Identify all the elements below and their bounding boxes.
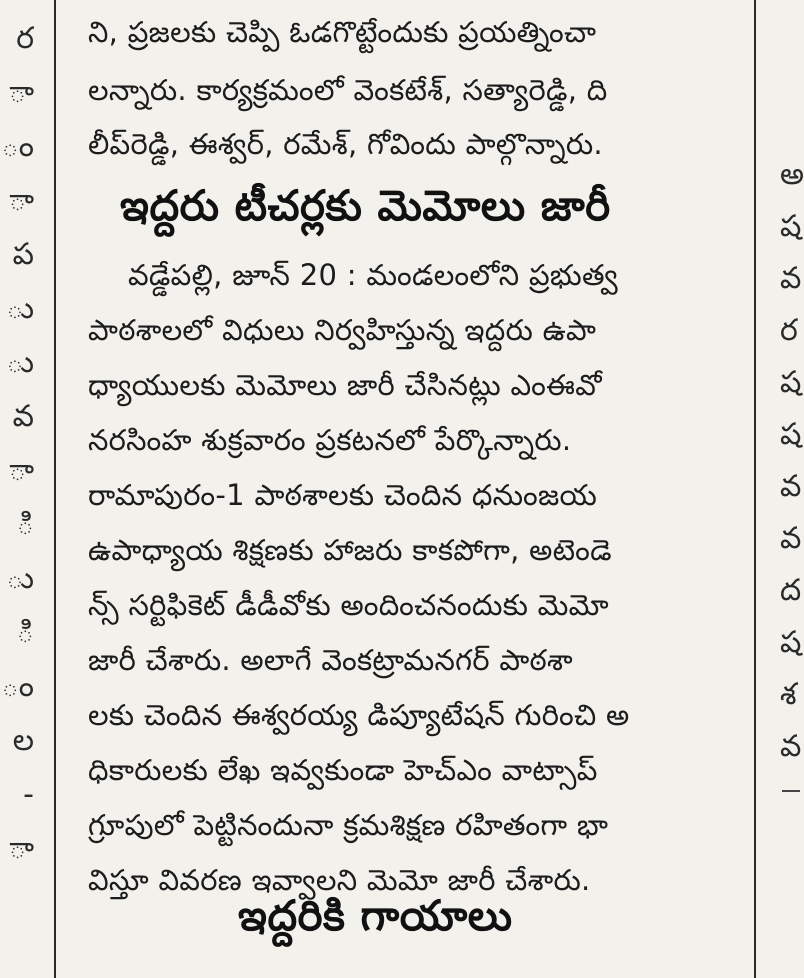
- column-fragment: ం: [1, 129, 34, 164]
- column-fragment: ర: [16, 21, 34, 56]
- article-body-line: గ్రూపులో పెట్టినందునా క్రమశిక్షణ రహితంగా భా: [88, 808, 609, 842]
- article-headline: ఇద్దరికి గాయాలు: [238, 891, 513, 940]
- column-fragment: ం: [1, 669, 34, 704]
- column-fragment: ద: [780, 573, 802, 608]
- article-headline: ఇద్దరు టీచర్లకు మెమోలు జారీ: [120, 181, 611, 230]
- column-fragment: వ: [780, 521, 802, 556]
- article-body-line: ధ్యాయులకు మెమోలు జారీ చేసినట్లు ఎంఈవో: [88, 368, 602, 402]
- article-top-line: లన్నారు. కార్యక్రమంలో వెంకటేశ్, సత్యారెడ్డి, ది: [88, 73, 608, 107]
- column-fragment: ష: [780, 625, 802, 660]
- column-fragment: ా: [8, 831, 34, 866]
- article-top-line: ని, ప్రజలకు చెప్పి ఓడగొట్టేందుకు ప్రయత్నించా: [88, 15, 597, 49]
- column-fragment: ు: [6, 291, 34, 326]
- column-fragment: శ: [780, 677, 797, 712]
- column-fragment: అ: [780, 157, 804, 192]
- column-fragment: ష: [780, 365, 802, 400]
- column-fragment: ు: [6, 345, 34, 380]
- column-fragment: ా: [8, 183, 34, 218]
- article-body-line: నరసింహ శుక్రవారం ప్రకటనలో పేర్కొన్నారు.: [88, 423, 572, 457]
- column-fragment: వ: [780, 469, 802, 504]
- column-fragment: ష: [780, 209, 802, 244]
- article-body-line: విస్తూ వివరణ ఇవ్వాలని మెమో జారీ చేశారు.: [88, 863, 591, 897]
- column-fragment: ల: [12, 723, 34, 758]
- article-body-line: జారీ చేశారు. అలాగే వెంకట్రామనగర్ పాఠశా: [88, 643, 573, 677]
- article-body-line: న్స్ సర్టిఫికెట్ డీడీవోకు అందించనందుకు మెమో: [88, 588, 609, 622]
- column-fragment: వ: [780, 261, 802, 296]
- column-fragment: ి: [16, 615, 34, 650]
- left-column-fragments: [0, 0, 42, 978]
- column-fragment: ప: [12, 237, 34, 272]
- column-fragment: ా: [8, 453, 34, 488]
- article-body-line: వడ్డేపల్లి, జూన్ 20 : మండలంలోని ప్రభుత్వ: [128, 258, 618, 292]
- article-top-line: లీప్‌రెడ్డి, ఈశ్వర్, రమేశ్, గోవిందు పాల్గొన్నారు.: [88, 127, 603, 161]
- article-body-line: లకు చెందిన ఈశ్వరయ్య డిప్యూటేషన్ గురించి అ: [88, 698, 630, 732]
- column-fragment: ర: [780, 313, 798, 348]
- article-body-line: పాఠశాలలో విధులు నిర్వహిస్తున్న ఇద్దరు ఉపా: [88, 313, 597, 347]
- article-body-line: ఉపాధ్యాయ శిక్షణకు హాజరు కాకపోగా, అటెండె: [88, 533, 612, 567]
- column-fragment: వ: [780, 729, 802, 764]
- column-fragment: ష: [780, 417, 802, 452]
- column-fragment: వ: [12, 399, 34, 434]
- right-column-fragments: [766, 0, 804, 978]
- column-fragment: ు: [6, 561, 34, 596]
- article-body-line: రామాపురం-1 పాఠశాలకు చెందిన ధనుంజయ: [88, 478, 598, 512]
- column-divider-left: [54, 0, 56, 978]
- column-divider-right: [754, 0, 756, 978]
- article-body-line: ధికారులకు లేఖ ఇవ్వకుండా హెచ్ఎం వాట్సాప్: [88, 753, 598, 787]
- column-fragment: ా: [8, 75, 34, 110]
- column-fragment: ి: [16, 507, 34, 542]
- column-fragment: -: [23, 777, 34, 812]
